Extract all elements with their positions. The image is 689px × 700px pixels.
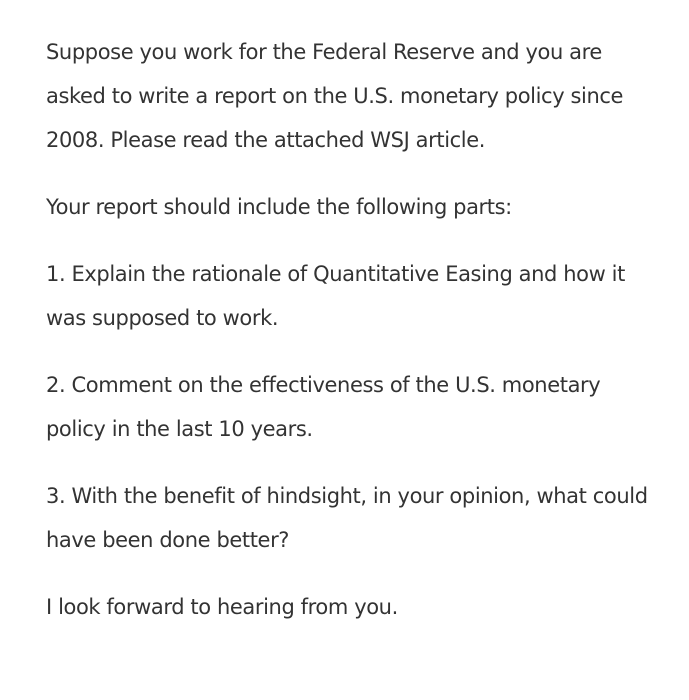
report-parts-heading: Your report should include the following parts: <box>46 195 512 219</box>
list-item-2: 2. Comment on the effectiveness of the U.S. monetary policy in the last 10 years. <box>46 373 601 441</box>
closing-paragraph: I look forward to hearing from you. <box>46 595 398 619</box>
intro-paragraph: Suppose you work for the Federal Reserve and you are asked to write a report on the U.S. monetary policy since 2008. Please read the attached WSJ article. <box>46 40 624 152</box>
list-item-1: 1. Explain the rationale of Quantitative Easing and how it was supposed to work. <box>46 262 625 330</box>
document-body <box>46 30 656 652</box>
list-item-3: 3. With the benefit of hindsight, in your opinion, what could have been done better? <box>46 484 648 552</box>
